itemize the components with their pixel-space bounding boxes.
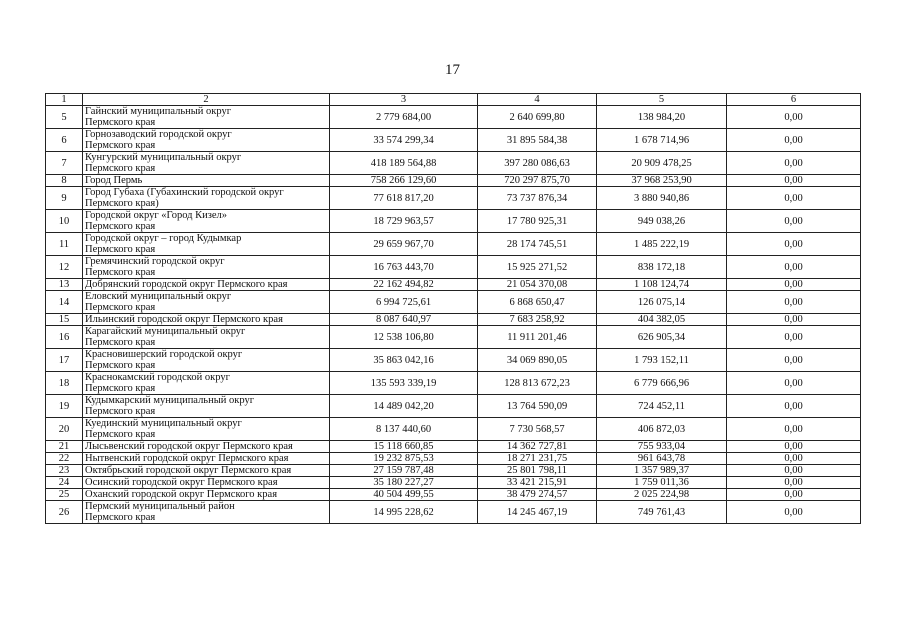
value-col-4: 15 925 271,52 — [478, 256, 597, 279]
value-col-4: 34 069 890,05 — [478, 349, 597, 372]
table-row — [46, 477, 861, 489]
column-header: 2 — [83, 94, 330, 106]
row-number: 18 — [46, 372, 83, 395]
value-col-4: 33 421 215,91 — [478, 477, 597, 489]
value-col-3: 40 504 499,55 — [330, 489, 478, 501]
row-number: 15 — [46, 314, 83, 326]
value-col-3: 35 863 042,16 — [330, 349, 478, 372]
municipality-name: Добрянский городской округ Пермского края — [83, 279, 330, 291]
value-col-3: 12 538 106,80 — [330, 326, 478, 349]
row-number: 16 — [46, 326, 83, 349]
value-col-5: 20 909 478,25 — [597, 152, 727, 175]
column-header: 3 — [330, 94, 478, 106]
value-col-4: 128 813 672,23 — [478, 372, 597, 395]
municipality-name: Город Губаха (Губахинский городской округ Пермского края) — [83, 187, 330, 210]
value-col-4: 2 640 699,80 — [478, 106, 597, 129]
municipality-name: Городской округ – город Кудымкар Пермского края — [83, 233, 330, 256]
municipality-name: Городской округ «Город Кизел» Пермского края — [83, 210, 330, 233]
row-number: 20 — [46, 418, 83, 441]
value-col-3: 14 995 228,62 — [330, 501, 478, 524]
value-col-4: 25 801 798,11 — [478, 465, 597, 477]
table-row — [46, 314, 861, 326]
municipality-name: Кунгурский муниципальный округ Пермского края — [83, 152, 330, 175]
value-col-6: 0,00 — [727, 395, 861, 418]
municipality-name: Красновишерский городской округ Пермского края — [83, 349, 330, 372]
value-col-5: 1 108 124,74 — [597, 279, 727, 291]
value-col-6: 0,00 — [727, 256, 861, 279]
value-col-3: 14 489 042,20 — [330, 395, 478, 418]
value-col-3: 33 574 299,34 — [330, 129, 478, 152]
value-col-4: 13 764 590,09 — [478, 395, 597, 418]
value-col-6: 0,00 — [727, 477, 861, 489]
row-number: 24 — [46, 477, 83, 489]
municipality-name: Карагайский муниципальный округ Пермского края — [83, 326, 330, 349]
page-number: 17 — [445, 62, 460, 78]
column-header: 6 — [727, 94, 861, 106]
column-header: 1 — [46, 94, 83, 106]
table-row — [46, 187, 861, 210]
row-number: 8 — [46, 175, 83, 187]
value-col-6: 0,00 — [727, 501, 861, 524]
value-col-3: 77 618 817,20 — [330, 187, 478, 210]
table-row — [46, 465, 861, 477]
table-row — [46, 291, 861, 314]
value-col-6: 0,00 — [727, 489, 861, 501]
value-col-5: 626 905,34 — [597, 326, 727, 349]
row-number: 22 — [46, 453, 83, 465]
value-col-5: 6 779 666,96 — [597, 372, 727, 395]
value-col-5: 961 643,78 — [597, 453, 727, 465]
row-number: 17 — [46, 349, 83, 372]
value-col-6: 0,00 — [727, 372, 861, 395]
value-col-3: 8 087 640,97 — [330, 314, 478, 326]
row-number: 21 — [46, 441, 83, 453]
table-row — [46, 129, 861, 152]
budget-table — [45, 93, 861, 524]
municipality-name: Ильинский городской округ Пермского края — [83, 314, 330, 326]
value-col-6: 0,00 — [727, 418, 861, 441]
value-col-3: 8 137 440,60 — [330, 418, 478, 441]
value-col-4: 73 737 876,34 — [478, 187, 597, 210]
table-header-row — [46, 94, 861, 106]
value-col-6: 0,00 — [727, 106, 861, 129]
value-col-4: 17 780 925,31 — [478, 210, 597, 233]
value-col-3: 29 659 967,70 — [330, 233, 478, 256]
value-col-4: 720 297 875,70 — [478, 175, 597, 187]
value-col-6: 0,00 — [727, 210, 861, 233]
value-col-4: 7 730 568,57 — [478, 418, 597, 441]
municipality-name: Горнозаводский городской округ Пермского края — [83, 129, 330, 152]
table-row — [46, 175, 861, 187]
row-number: 14 — [46, 291, 83, 314]
row-number: 5 — [46, 106, 83, 129]
value-col-4: 14 245 467,19 — [478, 501, 597, 524]
municipality-name: Город Пермь — [83, 175, 330, 187]
value-col-4: 31 895 584,38 — [478, 129, 597, 152]
municipality-name: Куединский муниципальный округ Пермского края — [83, 418, 330, 441]
value-col-4: 397 280 086,63 — [478, 152, 597, 175]
table-row — [46, 501, 861, 524]
value-col-6: 0,00 — [727, 291, 861, 314]
value-col-3: 35 180 227,27 — [330, 477, 478, 489]
row-number: 11 — [46, 233, 83, 256]
table-row — [46, 279, 861, 291]
table-row — [46, 418, 861, 441]
row-number: 26 — [46, 501, 83, 524]
table-row — [46, 106, 861, 129]
value-col-6: 0,00 — [727, 233, 861, 256]
table-row — [46, 349, 861, 372]
table-row — [46, 256, 861, 279]
value-col-6: 0,00 — [727, 326, 861, 349]
value-col-3: 18 729 963,57 — [330, 210, 478, 233]
value-col-6: 0,00 — [727, 175, 861, 187]
value-col-3: 15 118 660,85 — [330, 441, 478, 453]
row-number: 6 — [46, 129, 83, 152]
row-number: 23 — [46, 465, 83, 477]
row-number: 9 — [46, 187, 83, 210]
value-col-3: 22 162 494,82 — [330, 279, 478, 291]
value-col-5: 2 025 224,98 — [597, 489, 727, 501]
row-number: 25 — [46, 489, 83, 501]
value-col-5: 126 075,14 — [597, 291, 727, 314]
value-col-6: 0,00 — [727, 349, 861, 372]
municipality-name: Еловский муниципальный округ Пермского края — [83, 291, 330, 314]
table-row — [46, 395, 861, 418]
table-row — [46, 326, 861, 349]
value-col-4: 14 362 727,81 — [478, 441, 597, 453]
value-col-5: 755 933,04 — [597, 441, 727, 453]
value-col-5: 838 172,18 — [597, 256, 727, 279]
value-col-4: 7 683 258,92 — [478, 314, 597, 326]
value-col-5: 404 382,05 — [597, 314, 727, 326]
value-col-6: 0,00 — [727, 441, 861, 453]
table-row — [46, 210, 861, 233]
value-col-3: 2 779 684,00 — [330, 106, 478, 129]
municipality-name: Пермский муниципальный район Пермского края — [83, 501, 330, 524]
municipality-name: Гайнский муниципальный округ Пермского края — [83, 106, 330, 129]
value-col-5: 1 485 222,19 — [597, 233, 727, 256]
municipality-name: Лысьвенский городской округ Пермского края — [83, 441, 330, 453]
municipality-name: Октябрьский городской округ Пермского края — [83, 465, 330, 477]
value-col-6: 0,00 — [727, 152, 861, 175]
row-number: 19 — [46, 395, 83, 418]
municipality-name: Краснокамский городской округ Пермского края — [83, 372, 330, 395]
value-col-4: 38 479 274,57 — [478, 489, 597, 501]
table-row — [46, 152, 861, 175]
table-row — [46, 441, 861, 453]
value-col-4: 18 271 231,75 — [478, 453, 597, 465]
value-col-6: 0,00 — [727, 465, 861, 477]
value-col-5: 1 678 714,96 — [597, 129, 727, 152]
municipality-name: Кудымкарский муниципальный округ Пермского края — [83, 395, 330, 418]
municipality-name: Нытвенский городской округ Пермского края — [83, 453, 330, 465]
value-col-5: 1 759 011,36 — [597, 477, 727, 489]
value-col-3: 135 593 339,19 — [330, 372, 478, 395]
value-col-4: 11 911 201,46 — [478, 326, 597, 349]
row-number: 12 — [46, 256, 83, 279]
row-number: 10 — [46, 210, 83, 233]
value-col-6: 0,00 — [727, 314, 861, 326]
value-col-5: 1 793 152,11 — [597, 349, 727, 372]
value-col-5: 1 357 989,37 — [597, 465, 727, 477]
column-header: 5 — [597, 94, 727, 106]
value-col-3: 16 763 443,70 — [330, 256, 478, 279]
value-col-5: 3 880 940,86 — [597, 187, 727, 210]
column-header: 4 — [478, 94, 597, 106]
row-number: 7 — [46, 152, 83, 175]
value-col-3: 418 189 564,88 — [330, 152, 478, 175]
value-col-5: 138 984,20 — [597, 106, 727, 129]
municipality-name: Оханский городской округ Пермского края — [83, 489, 330, 501]
value-col-4: 21 054 370,08 — [478, 279, 597, 291]
value-col-6: 0,00 — [727, 129, 861, 152]
value-col-4: 6 868 650,47 — [478, 291, 597, 314]
value-col-5: 724 452,11 — [597, 395, 727, 418]
table-row — [46, 233, 861, 256]
value-col-5: 949 038,26 — [597, 210, 727, 233]
value-col-6: 0,00 — [727, 279, 861, 291]
value-col-3: 6 994 725,61 — [330, 291, 478, 314]
value-col-3: 27 159 787,48 — [330, 465, 478, 477]
value-col-5: 749 761,43 — [597, 501, 727, 524]
table-row — [46, 489, 861, 501]
value-col-5: 37 968 253,90 — [597, 175, 727, 187]
value-col-5: 406 872,03 — [597, 418, 727, 441]
value-col-3: 19 232 875,53 — [330, 453, 478, 465]
row-number: 13 — [46, 279, 83, 291]
value-col-6: 0,00 — [727, 187, 861, 210]
value-col-4: 28 174 745,51 — [478, 233, 597, 256]
table-row — [46, 453, 861, 465]
municipality-name: Гремячинский городской округ Пермского края — [83, 256, 330, 279]
value-col-6: 0,00 — [727, 453, 861, 465]
table-row — [46, 372, 861, 395]
value-col-3: 758 266 129,60 — [330, 175, 478, 187]
municipality-name: Осинский городской округ Пермского края — [83, 477, 330, 489]
